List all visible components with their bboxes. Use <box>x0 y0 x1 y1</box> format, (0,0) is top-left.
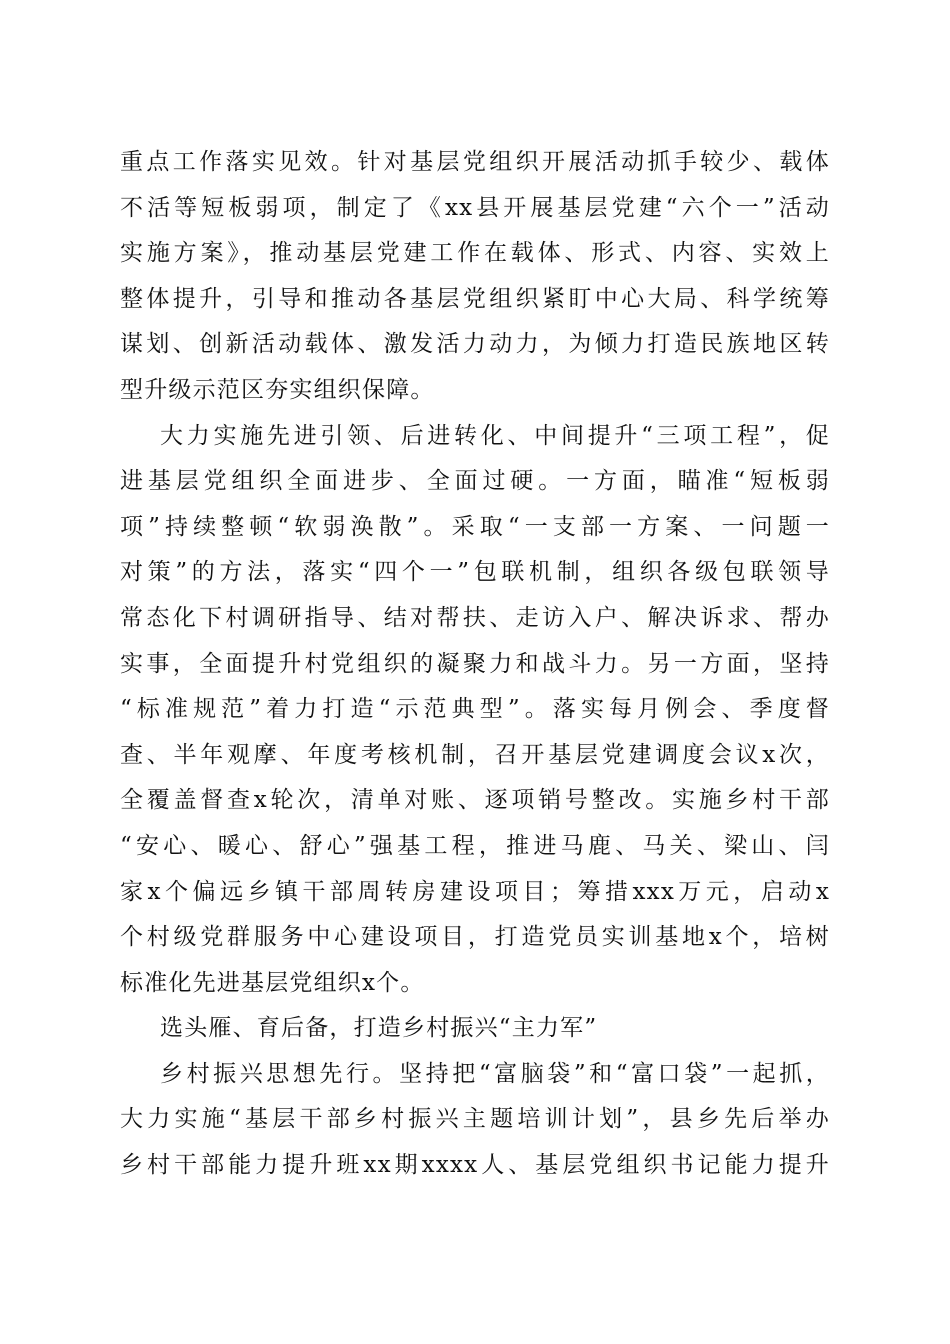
text-line: 大力实施“基层干部乡村振兴主题培训计划”，县乡先后举办 <box>120 1106 830 1133</box>
text-line: 不活等短板弱项，制定了《xx县开展基层党建“六个一”活动 <box>120 194 830 221</box>
body-text <box>120 140 830 1189</box>
text-line: 常态化下村调研指导、结对帮扶、走访入户、解决诉求、帮办 <box>120 604 830 631</box>
text-line: 查、半年观摩、年度考核机制，召开基层党建调度会议x次， <box>120 741 830 768</box>
text-line: 重点工作落实见效。针对基层党组织开展活动抓手较少、载体 <box>120 149 830 175</box>
text-line: 个村级党群服务中心建设项目，打造党员实训基地x个，培树 <box>120 924 830 951</box>
text-line: 家x个偏远乡镇干部周转房建设项目；筹措xxx万元，启动x <box>120 878 830 905</box>
text-line: 实事，全面提升村党组织的凝聚力和战斗力。另一方面，坚持 <box>120 650 830 677</box>
text-line: “标准规范”着力打造“示范典型”。落实每月例会、季度督 <box>120 696 830 723</box>
text-line-paragraph-end: 标准化先进基层党组织x个。 <box>120 969 425 996</box>
section-heading: 选头雁、育后备，打造乡村振兴“主力军” <box>160 1015 598 1042</box>
text-line-paragraph-end: 型升级示范区夯实组织保障。 <box>120 376 435 403</box>
text-line: “安心、暖心、舒心”强基工程，推进马鹿、马关、梁山、闫 <box>120 832 830 859</box>
text-line: 进基层党组织全面进步、全面过硬。一方面，瞄准“短板弱 <box>120 468 830 495</box>
text-line: 实施方案》，推动基层党建工作在载体、形式、内容、实效上 <box>120 240 830 267</box>
text-line: 全覆盖督查x轮次，清单对账、逐项销号整改。实施乡村干部 <box>120 787 830 814</box>
text-line-paragraph-start: 乡村振兴思想先行。坚持把“富脑袋”和“富口袋”一起抓， <box>160 1060 830 1087</box>
text-line: 整体提升，引导和推动各基层党组织紧盯中心大局、科学统筹 <box>120 285 830 312</box>
text-line: 谋划、创新活动载体、激发活力动力，为倾力打造民族地区转 <box>120 331 830 358</box>
text-line: 对策”的方法，落实“四个一”包联机制，组织各级包联领导 <box>120 559 830 586</box>
text-line: 乡村干部能力提升班xx期xxxx人、基层党组织书记能力提升 <box>120 1152 830 1179</box>
text-line-paragraph-start: 大力实施先进引领、后进转化、中间提升“三项工程”，促 <box>160 422 830 449</box>
text-line: 项”持续整顿“软弱涣散”。采取“一支部一方案、一问题一 <box>120 513 830 540</box>
